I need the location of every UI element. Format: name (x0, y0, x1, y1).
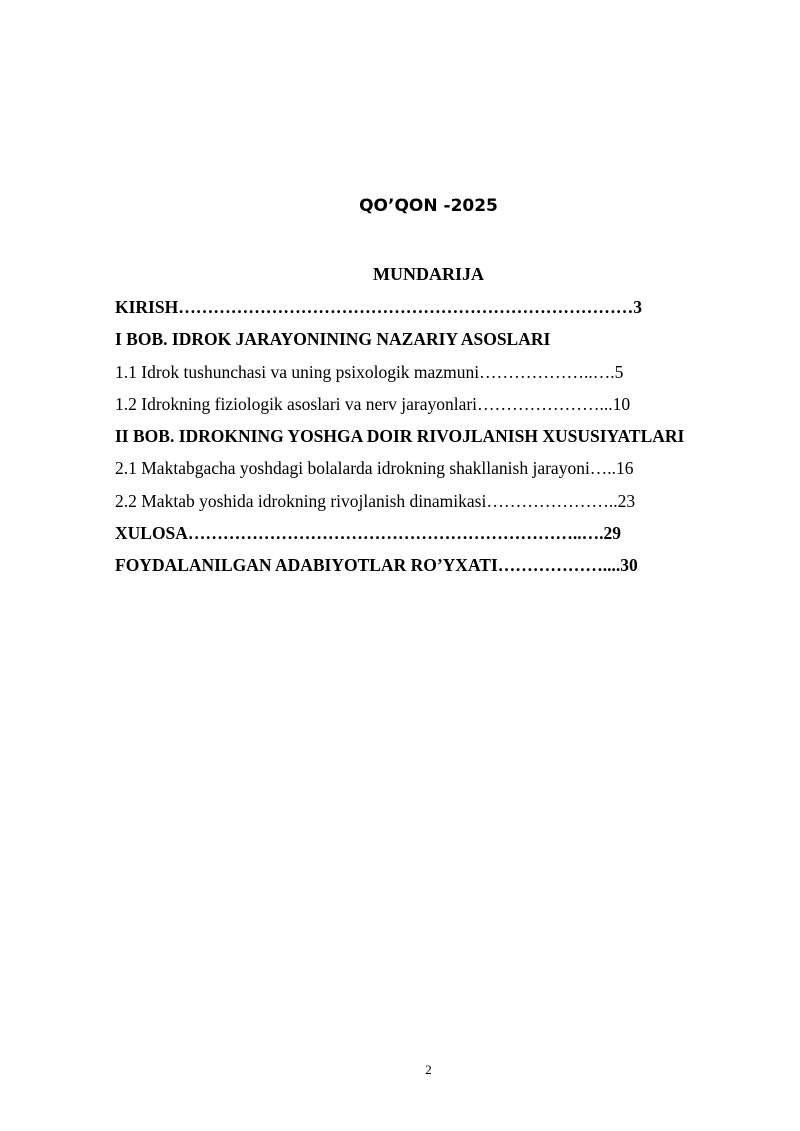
page-number: 2 (425, 1062, 432, 1077)
toc-entry-introduction: KIRISH……………………………………………………………………3 (115, 297, 642, 317)
table-of-contents-heading: MUNDARIJA (373, 264, 484, 284)
toc-entry-conclusion: XULOSA…………………………………………………………..….29 (115, 523, 622, 543)
toc-entry-chapter-2: II BOB. IDROKNING YOSHGA DOIR RIVOJLANISH XUSUSIYATLARI (115, 426, 685, 446)
toc-entry-section-2-2: 2.2 Maktab yoshida idrokning rivojlanish dinamikasi…………………..23 (115, 491, 636, 511)
city-year-title: QO’QON -2025 (359, 196, 498, 216)
toc-entry-section-1-2: 1.2 Idrokning fiziologik asoslari va nerv jarayonlari…………………...10 (115, 394, 631, 414)
toc-entry-section-2-1: 2.1 Maktabgacha yoshdagi bolalarda idrokning shakllanish jarayoni…..16 (115, 458, 634, 478)
toc-entry-section-1-1: 1.1 Idrok tushunchasi va uning psixologik mazmuni………………..….5 (115, 362, 624, 382)
toc-entry-chapter-1: I BOB. IDROK JARAYONINING NAZARIY ASOSLARI (115, 329, 551, 349)
toc-entry-references: FOYDALANILGAN ADABIYOTLAR RO’YXATI………………....30 (115, 555, 638, 575)
